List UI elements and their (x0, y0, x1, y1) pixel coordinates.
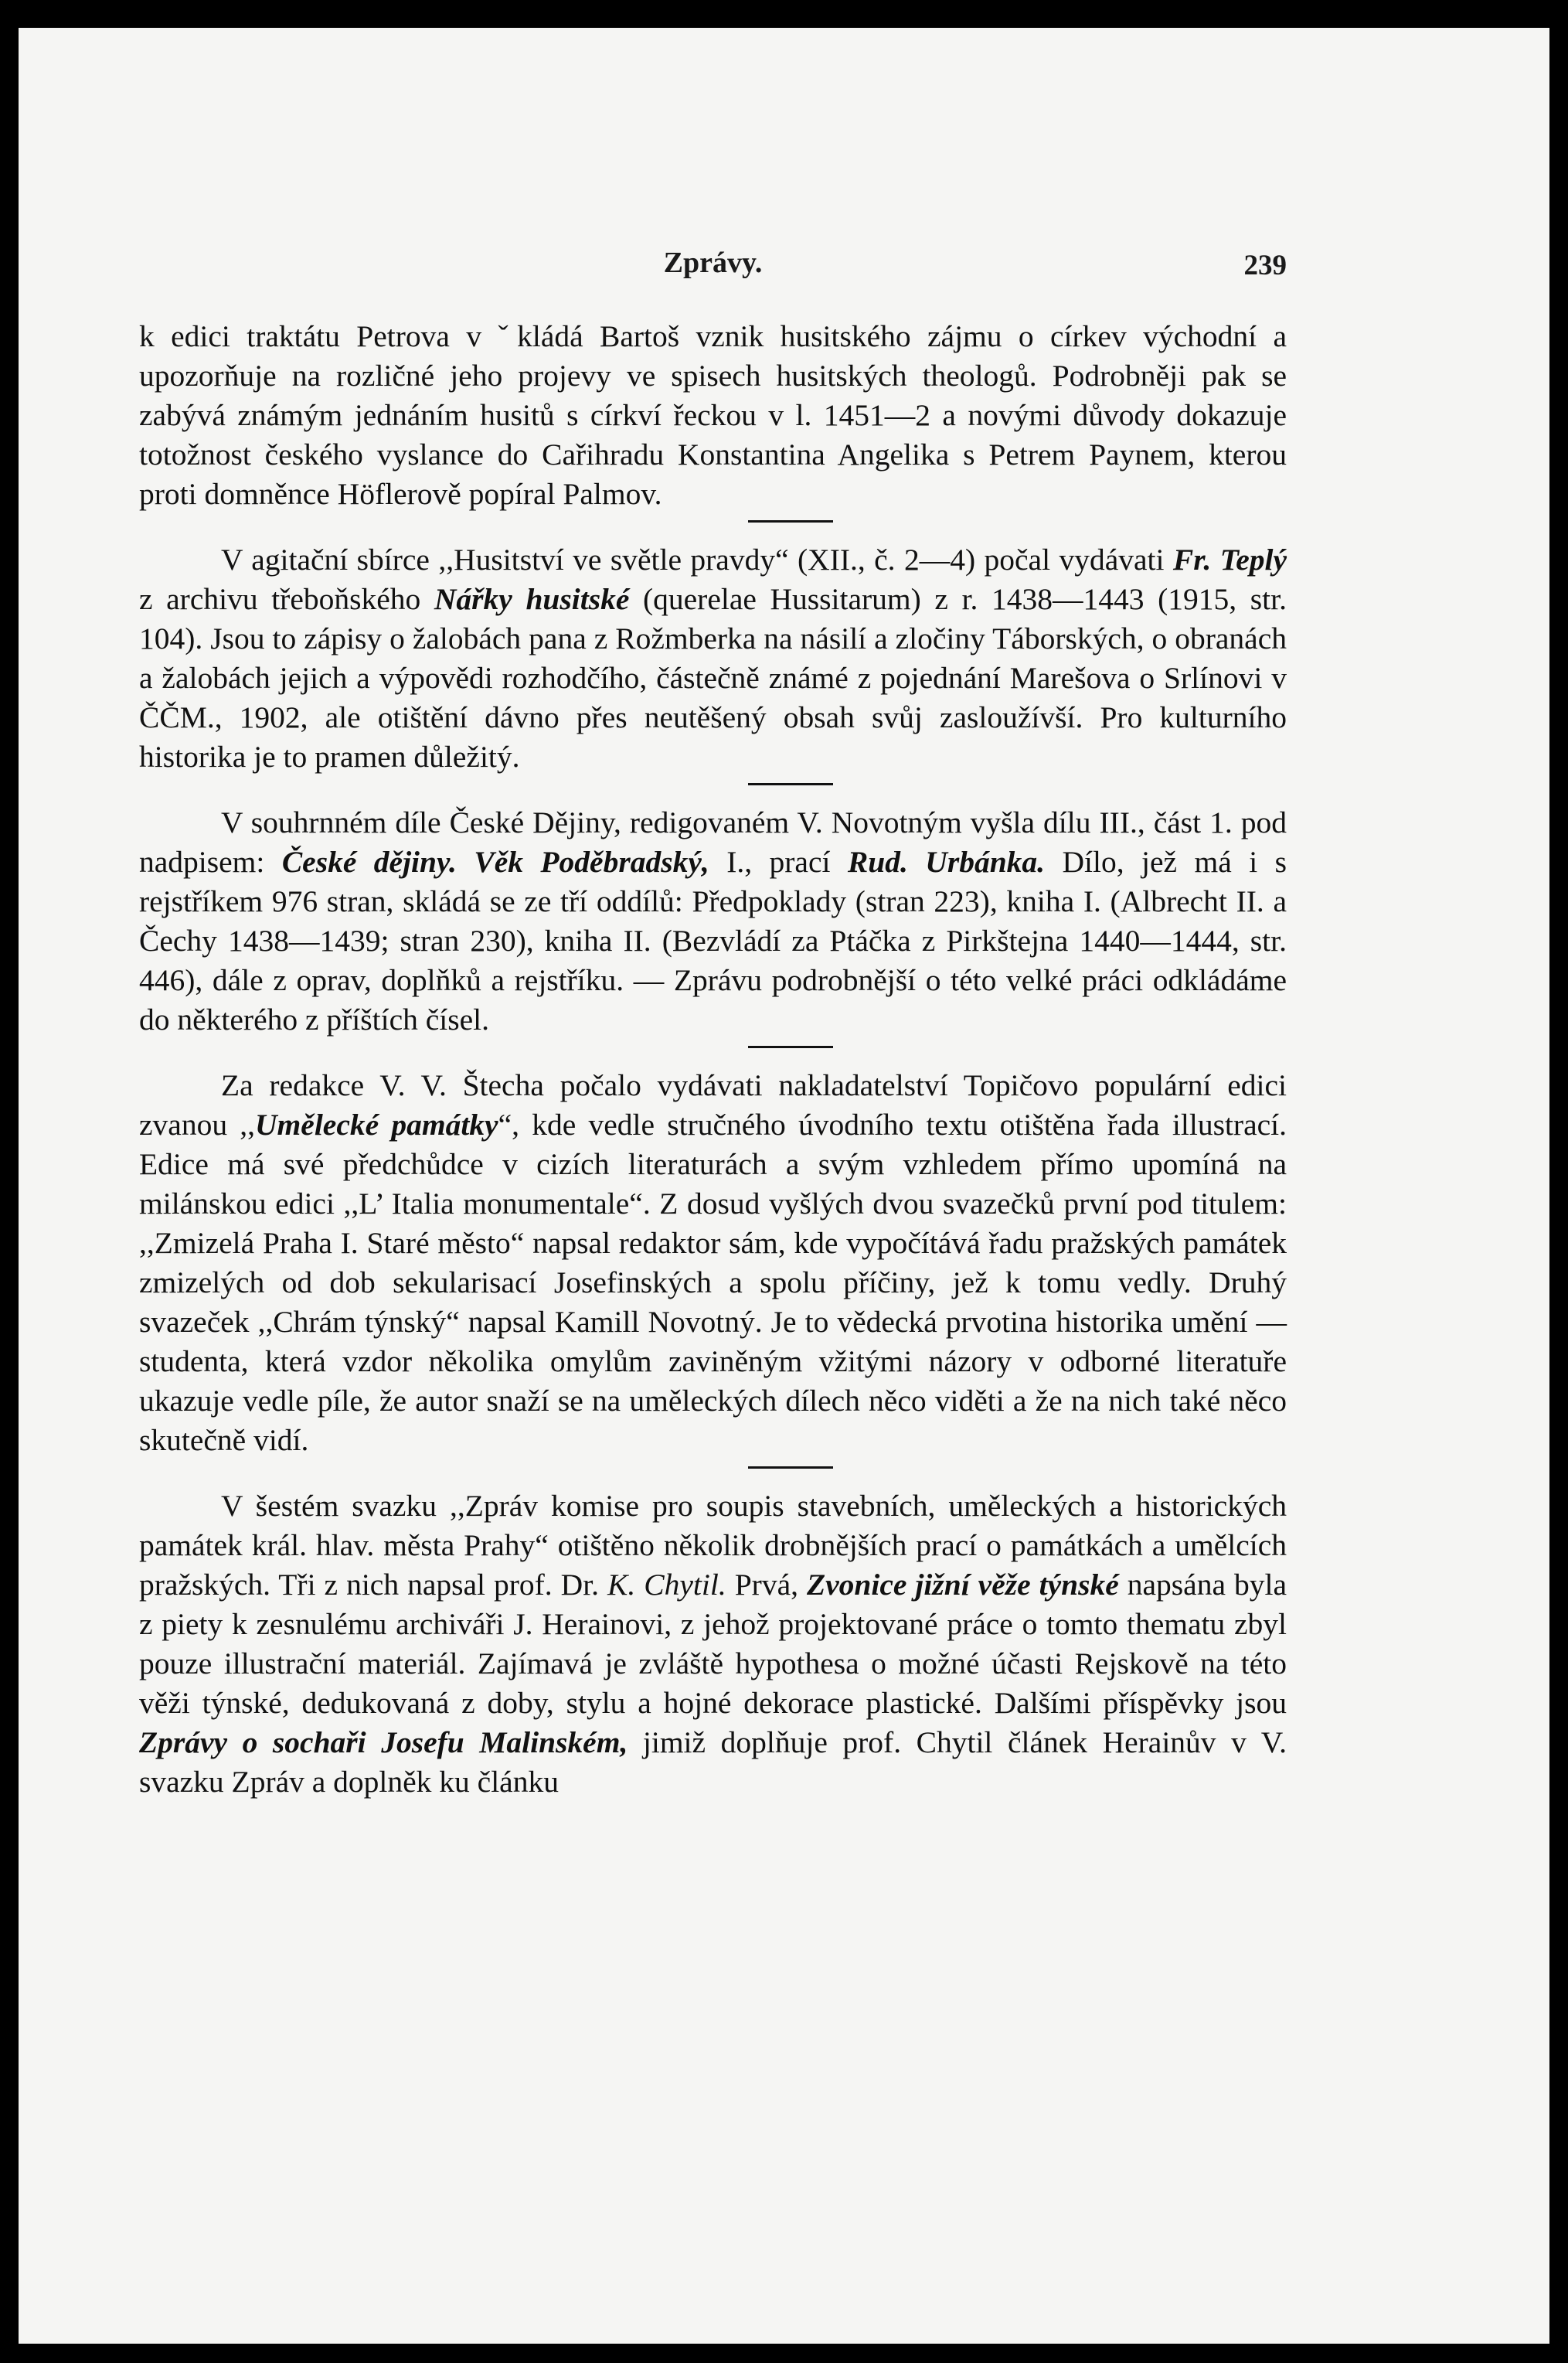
p3-text-e: Dílo, jež má i s rejstříkem 976 stran, skládá se ze tří oddílů: Předpoklady (stran 223), kniha I. (Albrecht II. a Čechy 1438—1439; stran 230), kniha II. (Bezvládí za Ptáčka z Pirkštejna 1440—1444, str. 446), dále z oprav, doplňků a rejstříku. — Zprávu podrobnější o této velké práci odkládáme do některého z příštích čísel. (139, 845, 1287, 1037)
paragraph-4 (139, 1066, 1287, 1460)
page-number: 239 (1243, 250, 1287, 281)
paragraph-1 (139, 317, 1287, 514)
section-rule (748, 520, 833, 523)
p4-text-a: Za redakce V. V. Štecha počalo vydávati nakladatelství Topičovo populární edici zvanou ,, (139, 1068, 1287, 1142)
paragraph-3 (139, 803, 1287, 1040)
paragraph-2 (139, 540, 1287, 777)
p5-work-title-1: Zvonice jižní věže týnské (806, 1568, 1119, 1602)
p5-work-title-2: Zprávy o sochaři Josefu Malinském, (139, 1725, 628, 1759)
p2-work-title: Nářky husitské (434, 582, 630, 616)
p4-text-c: “, kde vedle stručného úvodního textu otištěna řada illustrací. Edice má své předchůdce v cizích literaturách a svým vzhledem přímo upomíná na milánskou edici ,,L’ Italia monumentale“. Z dosud vyšlých dvou svazečků první pod titulem: ,,Zmizelá Praha I. Staré město“ napsal redaktor sám, kde vypočítává řadu pražských památek zmizelých od dob sekularisací Josefinských a spolu příčiny, jež k tomu vedly. Druhý svazeček ,,Chrám týnský“ napsal Kamill Novotný. Je to vědecká prvotina historika umění — studenta, která vzdor několika omylům zaviněným vžitými názory v odborné literatuře ukazuje vedle píle, že autor snaží se na uměleckých dílech něco viděti a že na nich také něco skutečně vidí. (139, 1108, 1287, 1457)
p5-text-c: Prvá, (726, 1568, 807, 1602)
paragraph-5 (139, 1486, 1287, 1802)
p3-text-c: I., prací (709, 845, 848, 879)
p3-author: Rud. Urbánka. (847, 845, 1046, 879)
p2-author: Fr. Teplý (1172, 543, 1287, 577)
p3-text-a: V souhrnném díle České Dějiny, redigovaném V. Novotným vyšla dílu III., část 1. pod nadpisem: (139, 805, 1287, 879)
section-rule (748, 783, 833, 785)
p2-text-a: V agitační sbírce ,,Husitství ve světle pravdy“ (XII., č. 2—4) počal vydávati (221, 543, 1173, 577)
p4-series-title: Umělecké památky (255, 1108, 498, 1142)
p3-work-title: České dějiny. Věk Poděbradský, (281, 845, 709, 879)
p5-text-g: jimiž doplňuje prof. Chytil článek Herainův v V. svazku Zpráv a doplněk ku článku (139, 1725, 1287, 1799)
p5-author: K. Chytil. (607, 1568, 726, 1602)
p1-text: k edici traktátu Petrova v ˇkládá Bartoš vznik husitského zájmu o církev východní a upozorňuje na rozličné jeho projevy ve spisech husitských theologů. Podrobněji pak se zabývá známým jednáním husitů s církví řeckou v l. 1451—2 a novými důvody dokazuje totožnost českého vyslance do Cařihradu Konstantina Angelika s Petrem Paynem, kterou proti domněnce Höflerově popíral Palmov. (139, 319, 1287, 511)
body-text (139, 317, 1287, 1802)
section-rule (748, 1466, 833, 1469)
running-header (139, 246, 1287, 292)
header-title: Zprávy. (663, 247, 763, 279)
p5-text-a: V šestém svazku ,,Zpráv komise pro soupis stavebních, uměleckých a historických památek král. hlav. města Prahy“ otištěno několik drobnějších prací o památkách a umělcích pražských. Tři z nich napsal prof. Dr. (139, 1489, 1287, 1602)
p2-text-e: (querelae Hussitarum) z r. 1438—1443 (1915, str. 104). Jsou to zápisy o žalobách pana z Rožmberka na násilí a zločiny Táborských, o obranách a žalobách jejich a výpovědi rozhodčího, částečně známé z pojednání Marešova o Srlínovi v ČČM., 1902, ale otištění dávno přes neutěšený obsah svůj zasloužívší. Pro kulturního historika je to pramen důležitý. (139, 582, 1287, 774)
p5-text-e: napsána byla z piety k zesnulému archiváři J. Herainovi, z jehož projektované práce o tomto thematu zbyl pouze illustrační materiál. Zajímavá je zvláště hypothesa o možné účasti Rejskově na této věži týnské, dedukovaná z doby, stylu a hojné dekorace plastické. Dalšími příspěvky jsou (139, 1568, 1287, 1720)
section-rule (748, 1046, 833, 1048)
p2-text-c: z archivu třeboňského (139, 582, 434, 616)
